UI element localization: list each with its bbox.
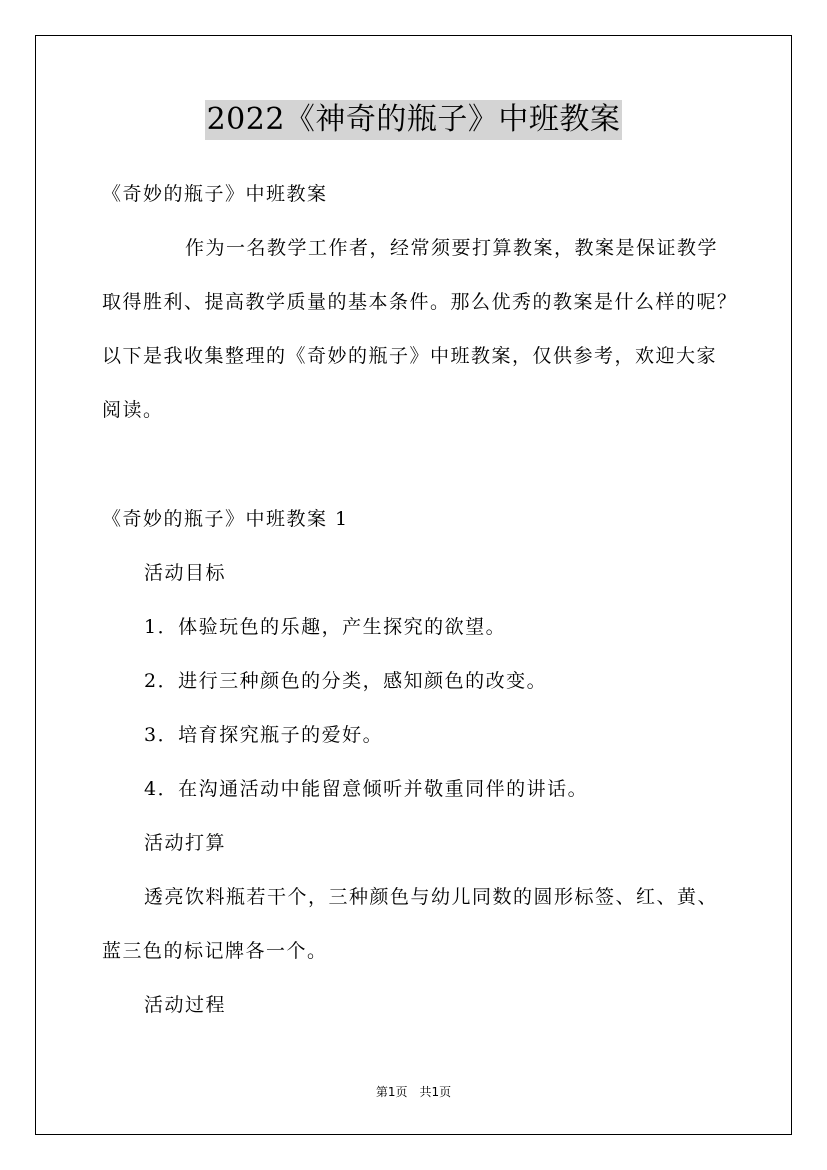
page-footer: 第1页 共1页 [375, 1085, 452, 1099]
process-heading: 活动过程 [144, 994, 227, 1016]
prep-line-2: 蓝三色的标记牌各一个。 [102, 940, 328, 962]
intro-line-2: 取得胜利、提高教学质量的基本条件。那么优秀的教案是什么样的呢？ [102, 291, 738, 313]
section-heading: 《奇妙的瓶子》中班教案 1 [102, 508, 349, 530]
prep-line-1: 透亮饮料瓶若干个，三种颜色与幼儿同数的圆形标签、红、黄、 [144, 886, 719, 908]
document-title: 2022《神奇的瓶子》中班教案 [205, 100, 623, 140]
prep-heading: 活动打算 [144, 832, 227, 854]
goal-item: 1．体验玩色的乐趣，产生探究的欲望。 [144, 616, 507, 638]
goal-item: 4．在沟通活动中能留意倾听并敬重同伴的讲话。 [144, 778, 589, 800]
intro-line-4: 阅读。 [102, 399, 164, 421]
subtitle: 《奇妙的瓶子》中班教案 [102, 183, 328, 205]
goals-heading: 活动目标 [144, 562, 227, 584]
intro-line-3: 以下是我收集整理的《奇妙的瓶子》中班教案，仅供参考，欢迎大家 [102, 345, 718, 367]
goal-item: 2．进行三种颜色的分类，感知颜色的改变。 [144, 670, 548, 692]
goal-item: 3．培育探究瓶子的爱好。 [144, 724, 384, 746]
intro-line-1: 作为一名教学工作者，经常须要打算教案，教案是保证教学 [185, 237, 719, 259]
title-container [0, 100, 827, 140]
